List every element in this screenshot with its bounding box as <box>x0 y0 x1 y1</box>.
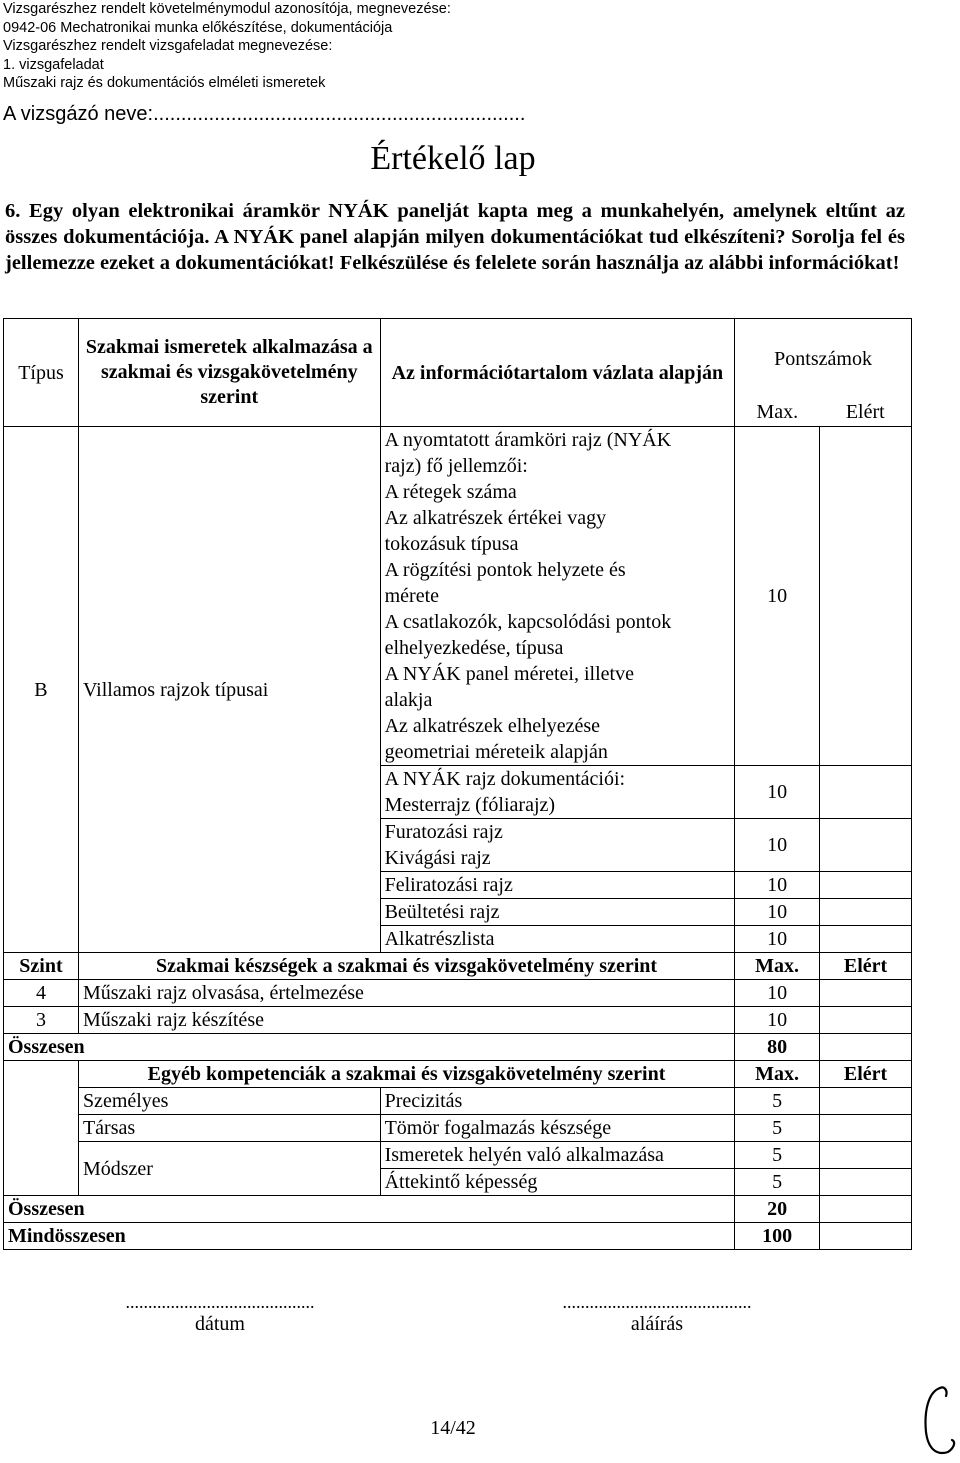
skills-header-max: Max. <box>735 953 820 980</box>
handwritten-mark-icon <box>918 1382 958 1462</box>
comp-item: Precizitás <box>380 1088 735 1115</box>
signature-block <box>522 1292 792 1336</box>
info-line: Furatozási rajz <box>384 821 503 843</box>
info-line: A nyomtatott áramköri rajz (NYÁK <box>384 429 672 451</box>
grand-total-elert[interactable] <box>820 1223 912 1250</box>
date-label: dátum <box>195 1313 245 1335</box>
info-cell-4: Feliratozási rajz <box>380 872 735 899</box>
header-line-1: Vizsgarészhez rendelt követelménymodul azonosítója, megnevezése: <box>3 1 451 17</box>
max-cell: 10 <box>735 819 820 872</box>
comp-blank <box>4 1142 79 1196</box>
document-header <box>3 0 451 93</box>
info-cell-6: Alkatrészlista <box>380 926 735 953</box>
header-elert: Elért <box>820 399 912 427</box>
header-line-5: Műszaki rajz és dokumentációs elméleti ismeretek <box>3 75 326 91</box>
info-line: Az alkatrészek elhelyezése <box>384 715 601 737</box>
header-max: Max. <box>735 399 820 427</box>
info-line: Mesterrajz (fóliarajz) <box>384 794 556 816</box>
skill-name: Műszaki rajz készítése <box>78 1007 734 1034</box>
page-title: Értékelő lap <box>370 140 536 177</box>
comp-blank <box>4 1088 79 1115</box>
info-cell-5: Beültetési rajz <box>380 899 735 926</box>
date-dots: .......................................... <box>125 1292 315 1312</box>
signature-dots: .......................................... <box>562 1292 752 1312</box>
comp-elert[interactable] <box>820 1088 912 1115</box>
grand-total-label: Mindösszesen <box>4 1223 735 1250</box>
evaluation-table <box>3 318 912 1250</box>
elert-cell[interactable] <box>820 899 912 926</box>
date-signature-block <box>85 1292 355 1336</box>
info-line: elhelyezkedése, típusa <box>384 637 564 659</box>
comp-elert[interactable] <box>820 1169 912 1196</box>
comp-header-blank <box>4 1061 79 1088</box>
info-line: A csatlakozók, kapcsolódási pontok <box>384 611 672 633</box>
max-cell: 10 <box>735 872 820 899</box>
info-cell-3 <box>380 819 735 872</box>
comp-header-title: Egyéb kompetenciák a szakmai és vizsgakövetelmény szerint <box>78 1061 734 1088</box>
skill-max: 10 <box>735 1007 820 1034</box>
page-number: 14/42 <box>430 1417 476 1439</box>
info-line: Kivágási rajz <box>384 847 491 869</box>
max-cell: 10 <box>735 899 820 926</box>
header-line-2: 0942-06 Mechatronikai munka előkészítése, dokumentációja <box>3 19 393 36</box>
header-szakmai: Szakmai ismeretek alkalmazása a szakmai és vizsgakövetelmény szerint <box>78 319 380 427</box>
info-line: A NYÁK panel méretei, illetve <box>384 663 634 685</box>
comp-max: 5 <box>735 1088 820 1115</box>
skill-level: 4 <box>4 980 79 1007</box>
elert-cell[interactable] <box>820 427 912 766</box>
header-line-3: Vizsgarészhez rendelt vizsgafeladat megnevezése: <box>3 38 333 54</box>
total1-elert[interactable] <box>820 1034 912 1061</box>
info-line: geometriai méreteik alapján <box>384 741 608 763</box>
skill-level: 3 <box>4 1007 79 1034</box>
comp-elert[interactable] <box>820 1115 912 1142</box>
max-cell: 10 <box>735 766 820 819</box>
comp-header-elert: Elért <box>820 1061 912 1088</box>
total2-value: 20 <box>735 1196 820 1223</box>
skill-elert[interactable] <box>820 1007 912 1034</box>
info-line: rajz) fő jellemzői: <box>384 455 528 477</box>
total1-label: Összesen <box>4 1034 735 1061</box>
comp-elert[interactable] <box>820 1142 912 1169</box>
info-line: Az alkatrészek értékei vagy <box>384 507 607 529</box>
total1-value: 80 <box>735 1034 820 1061</box>
header-tipus: Típus <box>4 319 79 427</box>
skill-name: Műszaki rajz olvasása, értelmezése <box>78 980 734 1007</box>
comp-category: Személyes <box>78 1088 380 1115</box>
comp-item: Áttekintő képesség <box>380 1169 735 1196</box>
comp-max: 5 <box>735 1169 820 1196</box>
comp-item: Tömör fogalmazás készsége <box>380 1115 735 1142</box>
info-cell-1 <box>380 427 735 766</box>
signature-label: aláírás <box>630 1313 684 1335</box>
header-pontszamok: Pontszámok <box>735 319 912 399</box>
elert-cell[interactable] <box>820 872 912 899</box>
info-line: mérete <box>384 585 439 607</box>
header-line-4: 1. vizsgafeladat <box>3 56 104 73</box>
elert-cell[interactable] <box>820 926 912 953</box>
comp-item: Ismeretek helyén való alkalmazása <box>380 1142 735 1169</box>
elert-cell[interactable] <box>820 766 912 819</box>
comp-max: 5 <box>735 1142 820 1169</box>
comp-category: Módszer <box>78 1142 380 1196</box>
skills-header-szint: Szint <box>4 953 79 980</box>
header-info: Az információtartalom vázlata alapján <box>380 319 735 427</box>
comp-blank <box>4 1115 79 1142</box>
task-description: 6. Egy olyan elektronikai áramkör NYÁK panelját kapta meg a munkahelyén, amelynek eltűnt az összes dokumentációja. A NYÁK panel alapján milyen dokumentációkat tud elkészíteni? Sorolja fel és jellemezze ezeket a dokumentációkat! Felkészülése és felelete során használja az alábbi információkat! <box>5 200 905 274</box>
total2-elert[interactable] <box>820 1196 912 1223</box>
comp-header-max: Max. <box>735 1061 820 1088</box>
info-line: A NYÁK rajz dokumentációi: <box>384 768 626 790</box>
comp-max: 5 <box>735 1115 820 1142</box>
total2-label: Összesen <box>4 1196 735 1223</box>
elert-cell[interactable] <box>820 819 912 872</box>
comp-category: Társas <box>78 1115 380 1142</box>
info-line: A rétegek száma <box>384 481 517 503</box>
info-line: tokozásuk típusa <box>384 533 519 555</box>
skill-max: 10 <box>735 980 820 1007</box>
tipus-value: B <box>4 427 79 953</box>
skills-header-elert: Elért <box>820 953 912 980</box>
info-line: A rögzítési pontok helyzete és <box>384 559 626 581</box>
candidate-name-line: A vizsgázó neve:................................................................... <box>3 103 526 125</box>
info-line: alakja <box>384 689 433 711</box>
grand-total-value: 100 <box>735 1223 820 1250</box>
info-cell-2 <box>380 766 735 819</box>
szakmai-value: Villamos rajzok típusai <box>78 427 380 953</box>
skills-header-title: Szakmai készségek a szakmai és vizsgakövetelmény szerint <box>78 953 734 980</box>
max-cell: 10 <box>735 926 820 953</box>
max-cell: 10 <box>735 427 820 766</box>
skill-elert[interactable] <box>820 980 912 1007</box>
